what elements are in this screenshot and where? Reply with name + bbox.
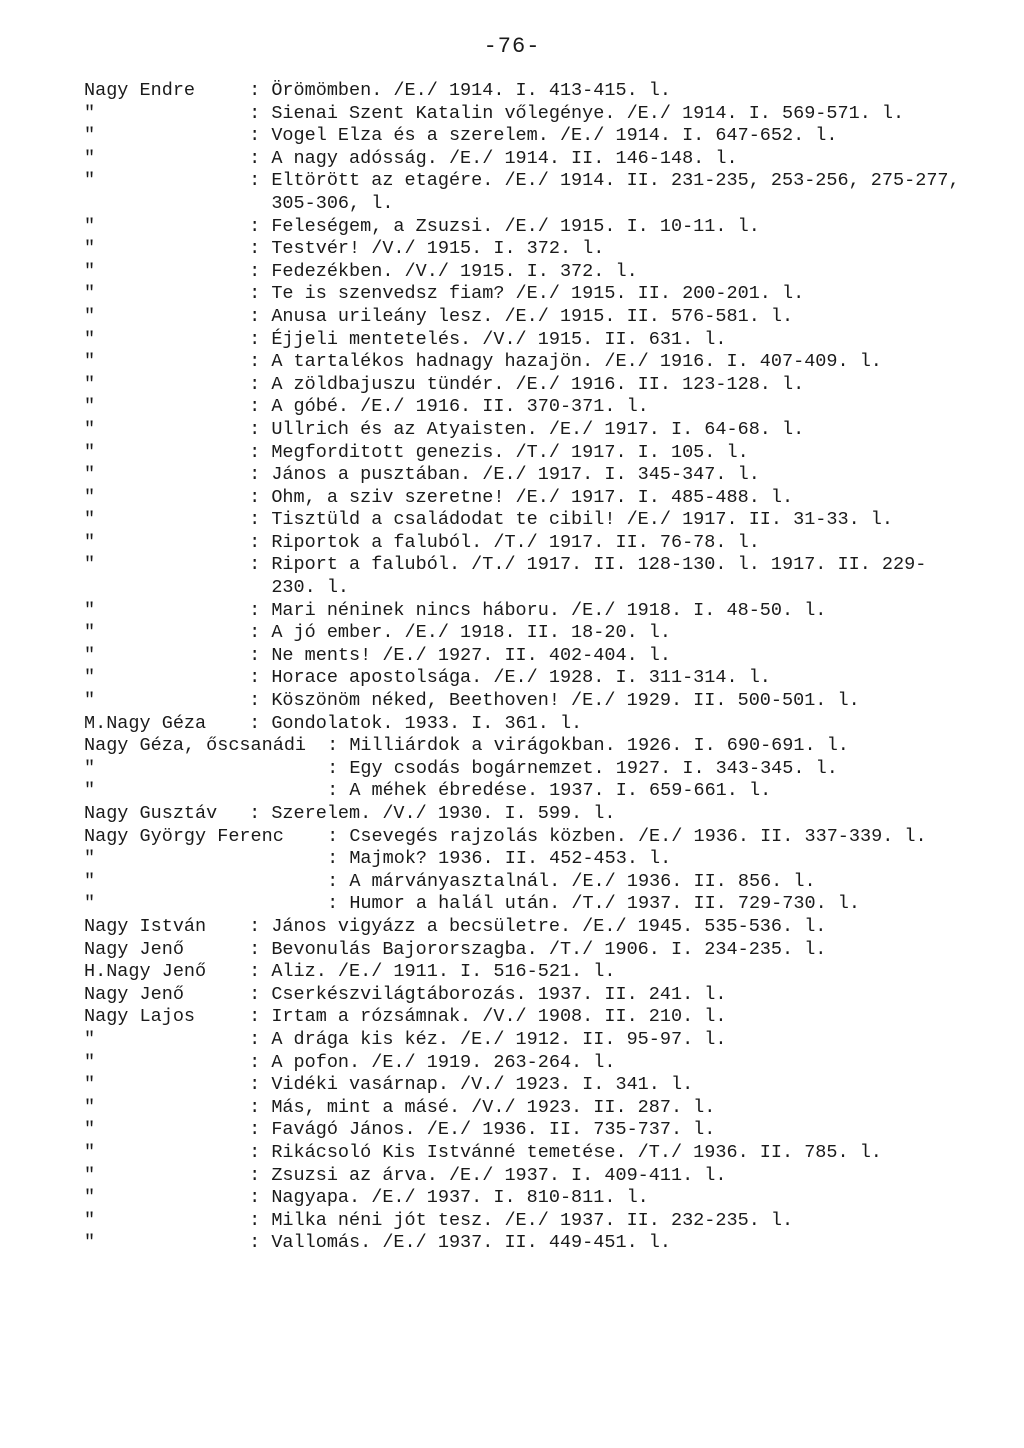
- entry-author: ": [84, 757, 96, 779]
- bibliography-entry: [84, 1232, 964, 1255]
- entry-separator: :: [316, 893, 350, 915]
- entry-separator: :: [238, 1232, 272, 1254]
- entry-separator: :: [238, 1141, 272, 1163]
- entry-separator: :: [238, 961, 272, 983]
- bibliography-entry: [84, 1119, 964, 1142]
- bibliography-entry: [84, 1187, 964, 1210]
- entry-separator: :: [238, 170, 272, 192]
- bibliography-entry: [84, 464, 964, 487]
- bibliography-entry: [84, 554, 964, 599]
- entry-author: ": [84, 531, 96, 553]
- entry-separator: :: [238, 938, 272, 960]
- entry-separator: :: [316, 757, 350, 779]
- entry-work: Szerelem. /V./ 1930. I. 599. l.: [271, 803, 616, 824]
- entry-work: A pofon. /E./ 1919. 263-264. l.: [271, 1051, 616, 1073]
- bibliography-entry: [84, 148, 964, 171]
- bibliography-entry: [84, 509, 964, 532]
- entry-work: Vallomás. /E./ 1937. II. 449-451. l.: [271, 1232, 671, 1254]
- entry-author: ": [84, 893, 96, 915]
- entry-work: Tisztüld a családodat te cibil! /E./ 1917. II. 31-33. l.: [271, 509, 894, 531]
- bibliography-entry: [84, 170, 964, 215]
- bibliography-entry: [84, 238, 964, 261]
- entry-work: Más, mint a másé. /V./ 1923. II. 287. l.: [271, 1096, 716, 1118]
- entry-work: Majmok? 1936. II. 452-453. l.: [349, 848, 672, 870]
- entry-separator: :: [316, 870, 350, 892]
- entry-work: Mari néninek nincs háboru. /E./ 1918. I. 48-50. l.: [271, 599, 827, 621]
- bibliography-entry: [84, 261, 964, 284]
- bibliography-entry: [84, 125, 964, 148]
- entry-separator: :: [238, 1209, 272, 1231]
- bibliography-entry: [84, 893, 964, 916]
- entry-author: ": [84, 780, 96, 802]
- entry-separator: :: [238, 1074, 272, 1096]
- entry-author: ": [84, 102, 96, 124]
- page-number: -76-: [483, 34, 541, 59]
- entry-author: ": [84, 147, 96, 169]
- entry-work: Csevegés rajzolás közben. /E./ 1936. II. 337-339. l.: [349, 825, 927, 847]
- bibliography-entry: [84, 80, 964, 103]
- entry-author: Nagy Gusztáv: [84, 803, 218, 824]
- entry-work: Köszönöm néked, Beethoven! /E./ 1929. II. 500-501. l.: [271, 690, 860, 712]
- entry-separator: :: [238, 328, 272, 350]
- entry-work: A tartalékos hadnagy hazajön. /E./ 1916. I. 407-409. l.: [271, 351, 882, 373]
- bibliography-entry: [84, 690, 964, 713]
- entry-work: Humor a halál után. /T./ 1937. II. 729-730. l.: [349, 893, 860, 915]
- entry-separator: :: [238, 260, 272, 282]
- bibliography-entry: [84, 216, 964, 239]
- entry-work: Vidéki vasárnap. /V./ 1923. I. 341. l.: [271, 1074, 694, 1096]
- entry-author: Nagy György Ferenc: [84, 825, 284, 847]
- entry-author: H.Nagy Jenő: [84, 961, 207, 983]
- entry-work: Bevonulás Bajororszagba. /T./ 1906. I. 234-235. l.: [271, 938, 827, 960]
- entry-author: ": [84, 441, 96, 463]
- entry-author: ": [84, 215, 96, 237]
- entry-author: ": [84, 690, 96, 712]
- entry-work: Aliz. /E./ 1911. I. 516-521. l.: [271, 961, 616, 983]
- entry-author: Nagy Lajos: [84, 1006, 196, 1028]
- entry-separator: :: [238, 690, 272, 712]
- entry-author: ": [84, 509, 96, 531]
- entry-author: ": [84, 1096, 96, 1118]
- entry-author: ": [84, 1074, 96, 1096]
- entry-separator: :: [238, 1164, 272, 1186]
- entry-author: Nagy István: [84, 915, 207, 937]
- entry-author: ": [84, 1119, 96, 1141]
- entry-separator: :: [238, 102, 272, 124]
- entry-work: Gondolatok. 1933. I. 361. l.: [271, 712, 583, 734]
- entry-work: Egy csodás bogárnemzet. 1927. I. 343-345. l.: [349, 757, 838, 779]
- entry-work: Örömömben. /E./ 1914. I. 413-415. l.: [271, 80, 671, 101]
- entry-work: Horace apostolsága. /E./ 1928. I. 311-314. l.: [271, 667, 771, 689]
- entry-work: Ullrich és az Atyaisten. /E./ 1917. I. 64-68. l.: [271, 418, 805, 440]
- entry-work: A márványasztalnál. /E./ 1936. II. 856. l.: [349, 870, 816, 892]
- entry-separator: :: [238, 125, 272, 147]
- entry-author: ": [84, 125, 96, 147]
- entry-author: ": [84, 328, 96, 350]
- entry-author: ": [84, 486, 96, 508]
- entry-author: ": [84, 170, 96, 192]
- bibliography-entry: [84, 487, 964, 510]
- entry-separator: :: [238, 599, 272, 621]
- entry-author: ": [84, 870, 96, 892]
- entry-author: ": [84, 260, 96, 282]
- bibliography-entry: [84, 1142, 964, 1165]
- bibliography-entry: [84, 961, 964, 984]
- entry-separator: :: [316, 780, 350, 802]
- entry-author: ": [84, 644, 96, 666]
- entry-work: A góbé. /E./ 1916. II. 370-371. l.: [271, 396, 649, 418]
- entry-work: Vogel Elza és a szerelem. /E./ 1914. I. 647-652. l.: [271, 125, 838, 147]
- entry-work: Éjjeli mentetelés. /V./ 1915. II. 631. l.: [271, 328, 727, 350]
- bibliography-entry: [84, 871, 964, 894]
- entry-separator: :: [238, 396, 272, 418]
- entry-work: Te is szenvedsz fiam? /E./ 1915. II. 200-201. l.: [271, 283, 805, 305]
- entry-separator: :: [238, 486, 272, 508]
- bibliography-entry: [84, 848, 964, 871]
- entry-work: Cserkészvilágtáborozás. 1937. II. 241. l.: [271, 983, 727, 1005]
- entry-work: Megforditott genezis. /T./ 1917. I. 105. l.: [271, 441, 749, 463]
- entry-author: ": [84, 667, 96, 689]
- entry-author: ": [84, 373, 96, 395]
- entry-author: ": [84, 1187, 96, 1209]
- entry-work: Sienai Szent Katalin vőlegénye. /E./ 1914. I. 569-571. l.: [271, 102, 905, 124]
- entry-author: ": [84, 238, 96, 260]
- entry-work: Milka néni jót tesz. /E./ 1937. II. 232-235. l.: [271, 1209, 794, 1231]
- entry-author: ": [84, 418, 96, 440]
- bibliography-entry: [84, 1210, 964, 1233]
- entry-author: ": [84, 1209, 96, 1231]
- entry-author: ": [84, 396, 96, 418]
- entry-author: ": [84, 1141, 96, 1163]
- entry-separator: :: [238, 622, 272, 644]
- entry-author: M.Nagy Géza: [84, 712, 207, 734]
- bibliography-entry: [84, 1097, 964, 1120]
- entry-separator: :: [238, 373, 272, 395]
- bibliography-entry: [84, 667, 964, 690]
- bibliography-entry: [84, 1052, 964, 1075]
- entry-author: ": [84, 283, 96, 305]
- bibliography-entry: [84, 442, 964, 465]
- entry-separator: :: [238, 1119, 272, 1141]
- entry-separator: :: [238, 554, 272, 576]
- bibliography-entry: [84, 984, 964, 1007]
- entry-separator: :: [238, 1051, 272, 1073]
- entry-author: Nagy Géza, őscsanádi: [84, 735, 307, 757]
- entry-author: ": [84, 1232, 96, 1254]
- entry-work: Milliárdok a virágokban. 1926. I. 690-691. l.: [349, 735, 849, 757]
- entry-separator: :: [238, 712, 272, 734]
- bibliography-entry: [84, 351, 964, 374]
- entry-work: A drága kis kéz. /E./ 1912. II. 95-97. l.: [271, 1028, 727, 1050]
- bibliography-entry: [84, 645, 964, 668]
- entry-work: A zöldbajuszu tündér. /E./ 1916. II. 123-128. l.: [271, 373, 805, 395]
- entry-separator: :: [238, 418, 272, 440]
- entry-separator: :: [238, 1028, 272, 1050]
- entry-work: A nagy adósság. /E./ 1914. II. 146-148. l.: [271, 147, 738, 169]
- entry-work: János vigyázz a becsületre. /E./ 1945. 535-536. l.: [271, 915, 827, 937]
- entry-author: Nagy Endre: [84, 80, 196, 101]
- entry-separator: :: [238, 1006, 272, 1028]
- bibliography-entry: [84, 713, 964, 736]
- entry-author: ": [84, 622, 96, 644]
- entry-author: ": [84, 554, 96, 576]
- entry-author: ": [84, 464, 96, 486]
- entry-work: Feleségem, a Zsuzsi. /E./ 1915. I. 10-11. l.: [271, 215, 760, 237]
- entry-work: Rikácsoló Kis Istvánné temetése. /T./ 1936. II. 785. l.: [271, 1141, 882, 1163]
- entry-author: ": [84, 1164, 96, 1186]
- entry-work: Testvér! /V./ 1915. I. 372. l.: [271, 238, 605, 260]
- entry-author: ": [84, 1051, 96, 1073]
- bibliography-entry: [84, 803, 964, 826]
- entry-work: János a pusztában. /E./ 1917. I. 345-347. l.: [271, 464, 760, 486]
- entry-work: Ohm, a sziv szeretne! /E./ 1917. I. 485-488. l.: [271, 486, 794, 508]
- bibliography-entry: [84, 622, 964, 645]
- bibliography-entry: [84, 532, 964, 555]
- entry-work: Ne ments! /E./ 1927. II. 402-404. l.: [271, 644, 671, 666]
- entry-work: Favágó János. /E./ 1936. II. 735-737. l.: [271, 1119, 716, 1141]
- bibliography-entry: [84, 939, 964, 962]
- entry-separator: :: [316, 848, 350, 870]
- bibliography-entry: [84, 396, 964, 419]
- bibliography-entry: [84, 826, 964, 849]
- bibliography-entry: [84, 374, 964, 397]
- entry-work: Fedezékben. /V./ 1915. I. 372. l.: [271, 260, 638, 282]
- entry-separator: :: [316, 825, 350, 847]
- entry-separator: :: [238, 351, 272, 373]
- bibliography-entry: [84, 329, 964, 352]
- entry-separator: :: [238, 305, 272, 327]
- entry-author: ": [84, 599, 96, 621]
- bibliography-entry: [84, 1074, 964, 1097]
- bibliography-entry: [84, 600, 964, 623]
- bibliography-entry: [84, 103, 964, 126]
- bibliography-entry: [84, 758, 964, 781]
- bibliography-entry: [84, 916, 964, 939]
- entry-separator: :: [238, 238, 272, 260]
- entry-work: Zsuzsi az árva. /E./ 1937. I. 409-411. l.: [271, 1164, 727, 1186]
- bibliography-entry: [84, 1029, 964, 1052]
- entry-separator: :: [238, 464, 272, 486]
- entry-separator: :: [316, 735, 350, 757]
- entry-separator: :: [238, 441, 272, 463]
- entry-work: A méhek ébredése. 1937. I. 659-661. l.: [349, 780, 772, 802]
- entry-author: ": [84, 1028, 96, 1050]
- entry-work: Irtam a rózsámnak. /V./ 1908. II. 210. l.: [271, 1006, 727, 1028]
- entry-author: ": [84, 351, 96, 373]
- bibliography-entry: [84, 1165, 964, 1188]
- entry-separator: :: [238, 983, 272, 1005]
- entry-work: Eltörött az etagére. /E./ 1914. II. 231-235, 253-256, 275-277, 305-306, l.: [271, 170, 960, 214]
- entry-separator: :: [238, 644, 272, 666]
- entry-separator: :: [238, 509, 272, 531]
- bibliography-entry: [84, 1006, 964, 1029]
- entry-separator: :: [238, 1096, 272, 1118]
- bibliography-list: [84, 80, 964, 1255]
- entry-separator: :: [238, 80, 272, 101]
- entry-separator: :: [238, 667, 272, 689]
- entry-author: ": [84, 848, 96, 870]
- bibliography-entry: [84, 780, 964, 803]
- entry-separator: :: [238, 531, 272, 553]
- entry-author: Nagy Jenő: [84, 938, 184, 960]
- entry-work: Anusa urileány lesz. /E./ 1915. II. 576-581. l.: [271, 305, 794, 327]
- entry-work: Riport a faluból. /T./ 1917. II. 128-130. l. 1917. II. 229-230. l.: [271, 554, 927, 599]
- bibliography-entry: [84, 735, 964, 758]
- entry-author: ": [84, 305, 96, 327]
- bibliography-entry: [84, 306, 964, 329]
- entry-separator: :: [238, 803, 272, 824]
- bibliography-entry: [84, 419, 964, 442]
- entry-separator: :: [238, 283, 272, 305]
- entry-work: Riportok a faluból. /T./ 1917. II. 76-78. l.: [271, 531, 760, 553]
- entry-separator: :: [238, 1187, 272, 1209]
- entry-work: Nagyapa. /E./ 1937. I. 810-811. l.: [271, 1187, 649, 1209]
- entry-author: Nagy Jenő: [84, 983, 184, 1005]
- bibliography-entry: [84, 283, 964, 306]
- entry-work: A jó ember. /E./ 1918. II. 18-20. l.: [271, 622, 671, 644]
- entry-separator: :: [238, 215, 272, 237]
- entry-separator: :: [238, 915, 272, 937]
- entry-separator: :: [238, 147, 272, 169]
